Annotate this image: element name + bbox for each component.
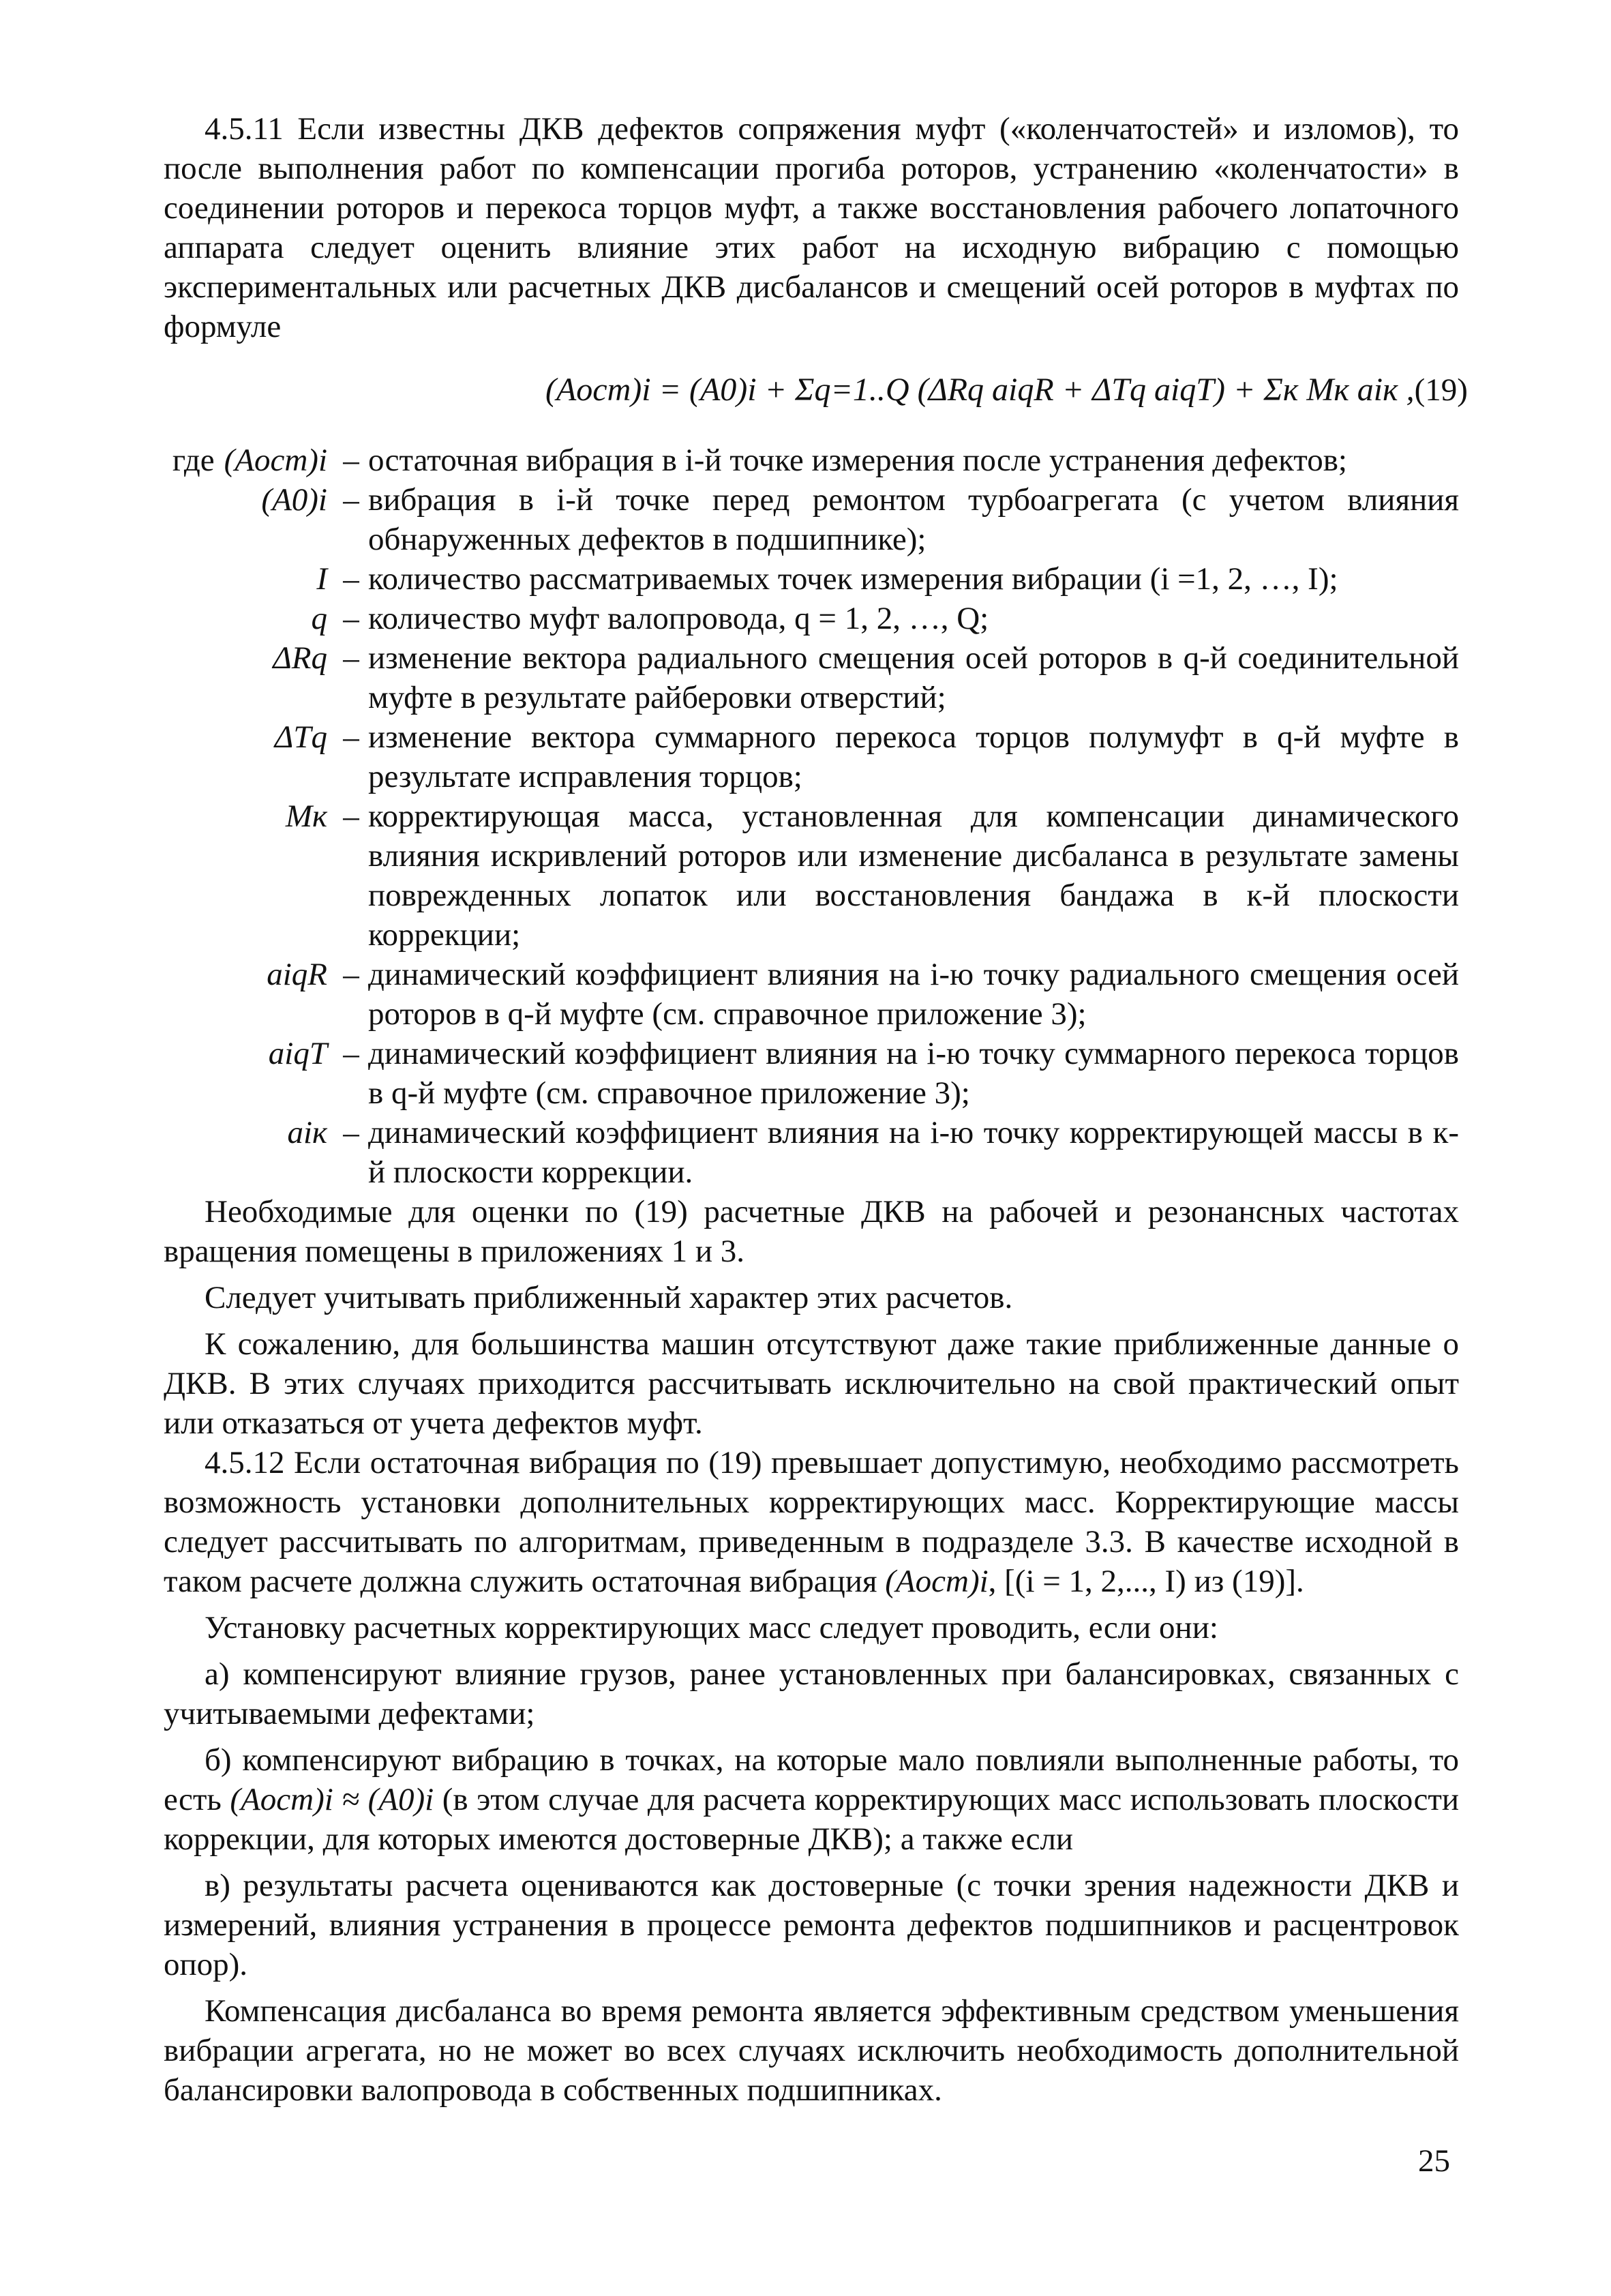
definition-dash: – xyxy=(343,482,359,518)
definition-text: динамический коэффициент влияния на i-ю точку суммарного перекоса торцов в q-й муфте (см. справочное приложение 3); xyxy=(368,1036,1459,1111)
definition-dash: – xyxy=(343,799,359,834)
paragraph-calc-dkv: Необходимые для оценки по (19) расчетные ДКВ на рабочей и резонансных частотах вращения помещены в приложениях 1 и 3. xyxy=(164,1194,1459,1269)
definition-item xyxy=(164,1113,1459,1192)
definition-dash: – xyxy=(343,1036,359,1071)
definition-text: динамический коэффициент влияния на i-ю точку корректирующей массы в к-й плоскости коррекции. xyxy=(368,1115,1459,1190)
definition-dash: – xyxy=(343,957,359,992)
definition-dash: – xyxy=(343,601,359,636)
formula-19 xyxy=(164,349,1468,431)
definition-text: изменение вектора суммарного перекоса торцов полумуфт в q-й муфте в результате исправления торцов; xyxy=(368,719,1459,794)
list-item-v: в) результаты расчета оцениваются как достоверные (с точки зрения надежности ДКВ и измерений, влияния устранения в процессе ремонта дефектов подшипников и расцентровок опор). xyxy=(164,1868,1459,1982)
definition-item xyxy=(164,717,1459,796)
definition-item xyxy=(164,955,1459,1034)
document-page xyxy=(164,109,1468,2110)
definition-symbol: q xyxy=(311,601,327,636)
definition-item xyxy=(164,638,1459,717)
definition-dash: – xyxy=(343,719,359,755)
formula-number: (19) xyxy=(1414,372,1468,408)
definition-text: остаточная вибрация в i-й точке измерения после устранения дефектов; xyxy=(368,443,1347,478)
paragraph-regret: К сожалению, для большинства машин отсутствуют даже такие приближенные данные о ДКВ. В этих случаях приходится рассчитывать исключительно на свой практический опыт или отказаться от учета дефектов муфт. xyxy=(164,1326,1459,1441)
paragraph-4-5-12: 4.5.12 Если остаточная вибрация по (19) превышает допустимую, необходимо рассмотреть возможность установки дополнительных корректирующих масс. Корректирующие массы следует рассчитывать по алгоритмам, приведенным в подразделе 3.3. В качестве исходной в таком расчете должна служить остаточная вибрация (Aост)i, [(i = 1, 2,..., I) из (19)]. xyxy=(164,1445,1459,1599)
definition-symbol: aiк xyxy=(287,1115,327,1150)
list-item-a: а) компенсируют влияние грузов, ранее установленных при балансировках, связанных с учитываемыми дефектами; xyxy=(164,1656,1459,1731)
definition-text: динамический коэффициент влияния на i-ю точку радиального смещения осей роторов в q-й муфте (см. справочное приложение 3); xyxy=(368,957,1459,1032)
inline-formula: (Aост)i xyxy=(885,1564,989,1599)
page-number: 25 xyxy=(1418,2143,1450,2179)
definition-item xyxy=(164,441,1459,480)
paragraph-conditions-intro: Установку расчетных корректирующих масс следует проводить, если они: xyxy=(205,1610,1218,1645)
definitions-list xyxy=(164,441,1459,1192)
definition-symbol: (A0)i xyxy=(261,482,327,518)
definition-text: вибрация в i-й точке перед ремонтом турбоагрегата (с учетом влияния обнаруженных дефектов в подшипнике); xyxy=(368,482,1459,557)
definition-symbol: I xyxy=(316,561,327,597)
definition-item xyxy=(164,599,1459,638)
definition-symbol: Mк xyxy=(285,799,327,834)
inline-formula: (Aост)i ≈ (A0)i xyxy=(230,1782,434,1817)
defs-intro: где xyxy=(172,443,215,478)
definition-item xyxy=(164,480,1459,559)
definition-symbol: ΔTq xyxy=(274,719,327,755)
definition-text: корректирующая масса, установленная для компенсации динамического влияния искривлений роторов или изменение дисбаланса в результате замены поврежденных лопаток или восстановления бандажа в к-й плоскости коррекции; xyxy=(368,799,1459,953)
definition-item xyxy=(164,1034,1459,1113)
paragraph-4-5-11: 4.5.11 Если известны ДКВ дефектов сопряжения муфт («коленчатостей» и изломов), то после выполнения работ по компенсации прогиба роторов, устранению «коленчатости» в соединении роторов и перекоса торцов муфт, а также восстановления рабочего лопаточного аппарата следует оценить влияние этих работ на исходную вибрацию с помощью экспериментальных или расчетных ДКВ дисбалансов и смещений осей роторов в муфтах по формуле xyxy=(164,111,1459,344)
definition-text: количество муфт валопровода, q = 1, 2, …, Q; xyxy=(368,601,989,636)
definition-item xyxy=(164,796,1459,955)
list-item-b: б) компенсируют вибрацию в точках, на которые мало повлияли выполненные работы, то есть (Aост)i ≈ (A0)i (в этом случае для расчета корректирующих масс использовать плоскости коррекции, для которых имеются достоверные ДКВ); а также если xyxy=(164,1742,1460,1857)
definition-symbol: aiqT xyxy=(268,1036,327,1071)
definition-dash: – xyxy=(343,1115,359,1150)
definition-dash: – xyxy=(343,561,359,597)
paragraph-conclusion: Компенсация дисбаланса во время ремонта является эффективным средством уменьшения вибрации агрегата, но не может во всех случаях исключить необходимость дополнительной балансировки валопровода в собственных подшипниках. xyxy=(164,1993,1459,2108)
definition-symbol: ΔRq xyxy=(273,640,327,676)
definition-symbol: где (Aост)i xyxy=(172,443,327,478)
paragraph-approx: Следует учитывать приближенный характер этих расчетов. xyxy=(205,1280,1013,1315)
definition-text: количество рассматриваемых точек измерения вибрации (i =1, 2, …, I); xyxy=(368,561,1338,597)
definition-item xyxy=(164,559,1459,599)
definition-symbol: aiqR xyxy=(267,957,327,992)
definition-dash: – xyxy=(343,640,359,676)
formula-expression: (Aост)i = (A0)i + Σq=1..Q (ΔRq aiqR + ΔTq aiqT) + Σк Mк aiк , xyxy=(545,372,1415,408)
definition-text: изменение вектора радиального смещения осей роторов в q-й соединительной муфте в результате райберовки отверстий; xyxy=(368,640,1459,715)
definition-dash: – xyxy=(343,443,359,478)
